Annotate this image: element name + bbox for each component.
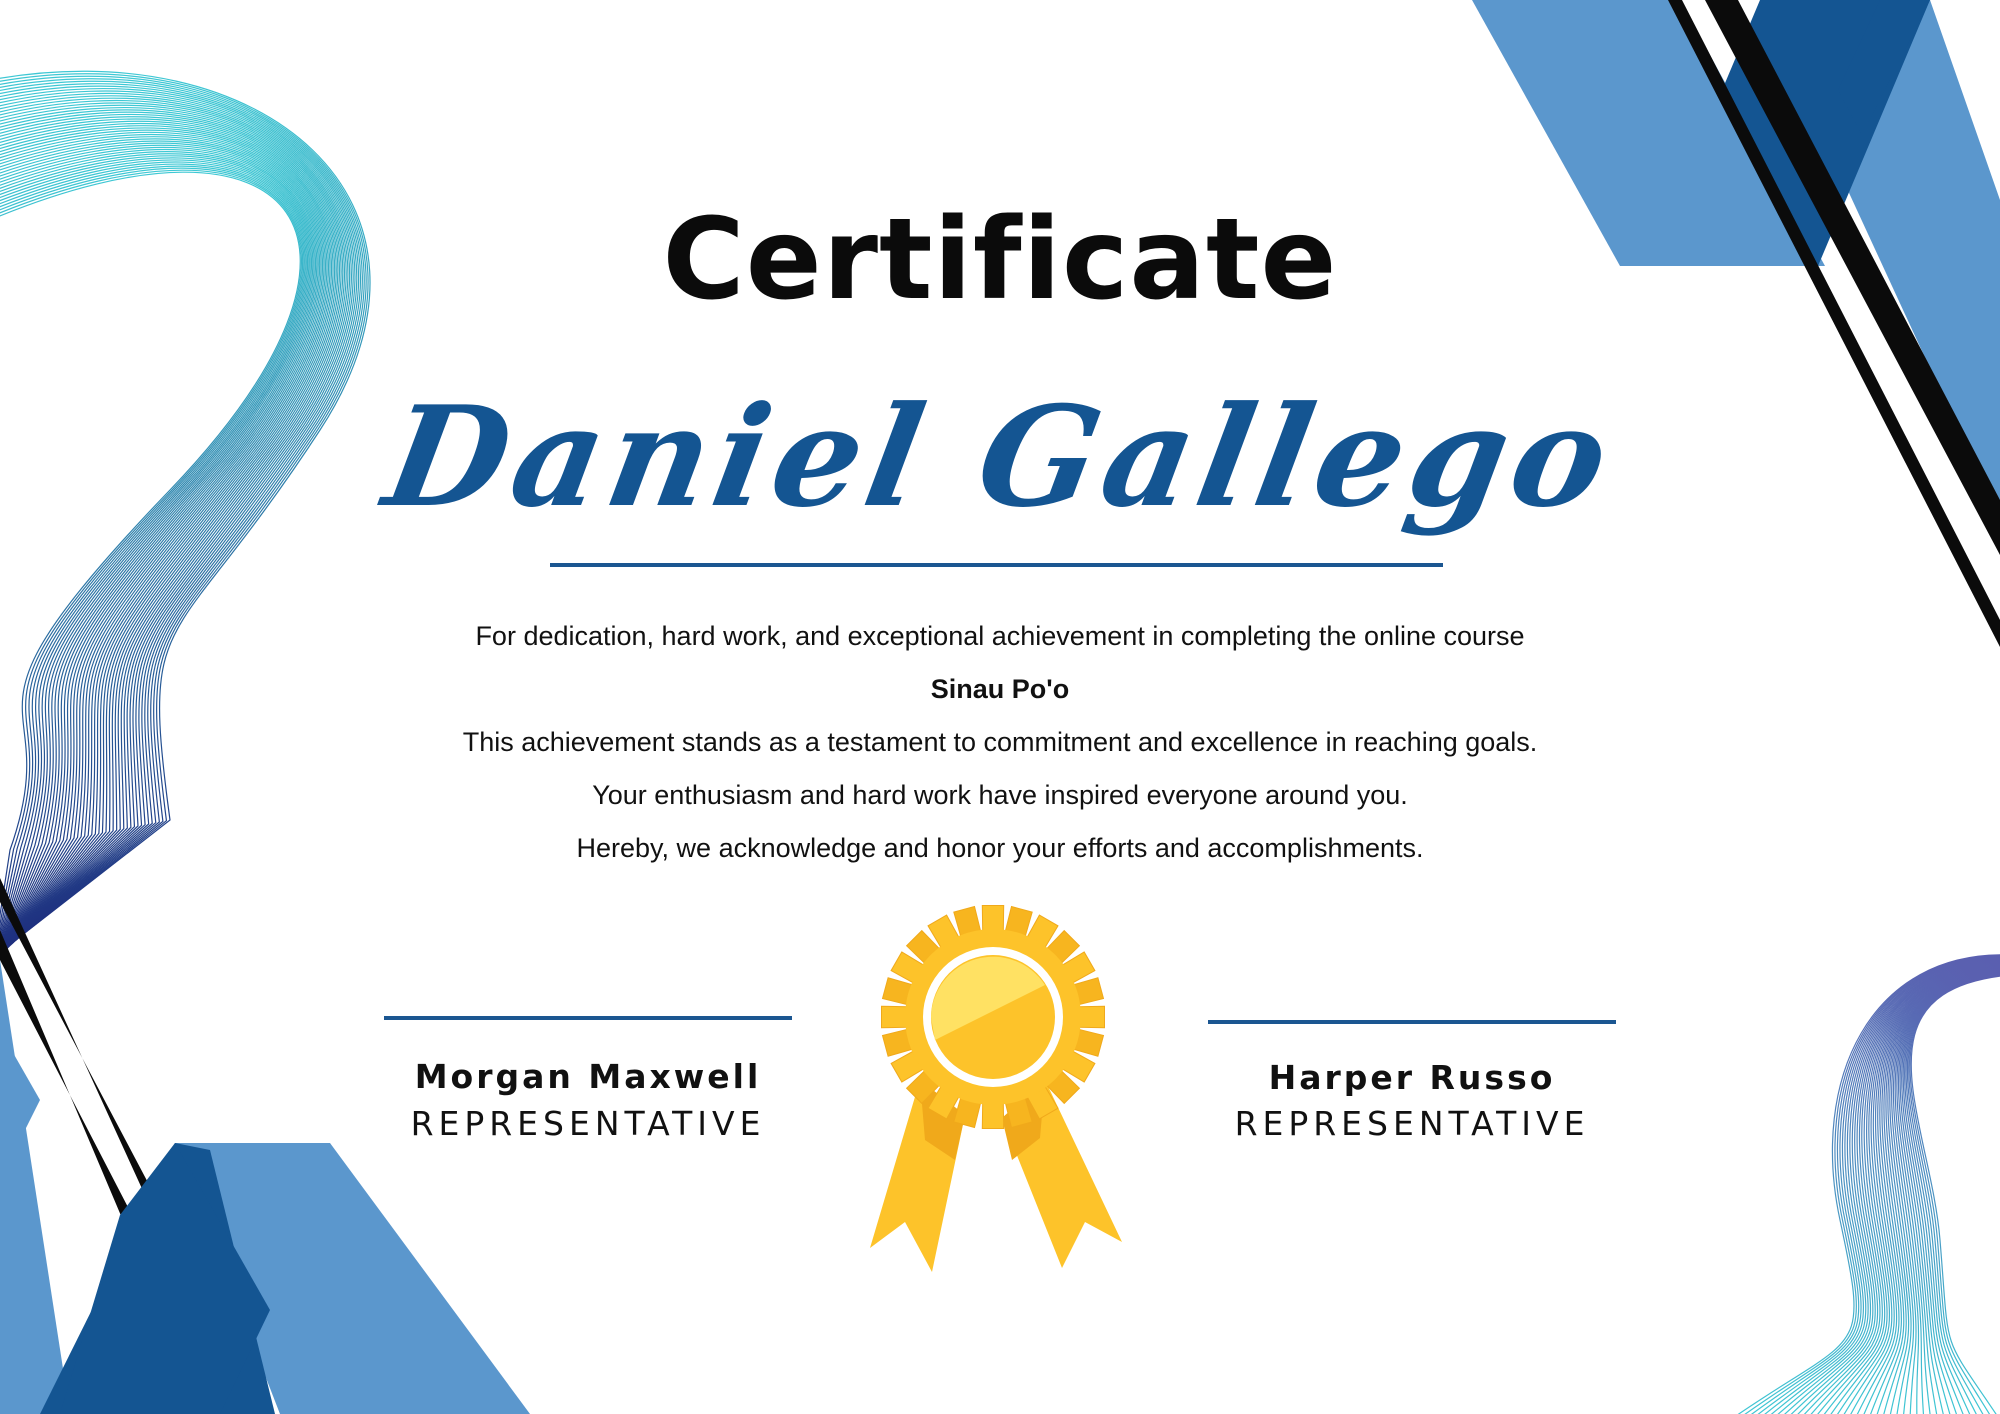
signatory-role-right: REPRESENTATIVE [1234,1104,1590,1143]
body-line: Your enthusiasm and hard work have inspired everyone around you. [592,780,1408,810]
body-line: Hereby, we acknowledge and honor your efforts and accomplishments. [576,833,1424,863]
seal-petal [982,906,1003,932]
certificate-body [300,610,1700,875]
body-line: For dedication, hard work, and exceptional achievement in completing the online course [475,621,1525,651]
signatory-name-right: Harper Russo [1268,1058,1556,1097]
seal-petal [882,1006,908,1027]
course-name: Sinau Po'o [930,674,1070,704]
seal-petal [1078,1006,1104,1027]
wave-line [1875,966,2000,1414]
signatory-name-left: Morgan Maxwell [414,1057,762,1096]
signature-line-left [384,1016,792,1020]
wave-lines-bottom-right [1730,955,2000,1414]
body-line: This achievement stands as a testament to commitment and excellence in reaching goals. [462,727,1538,757]
signature-line-right [1208,1020,1616,1024]
recipient-name: Daniel Gallego [374,375,1626,538]
certificate-title: Certificate [662,195,1338,325]
bottom-left-stripes [0,878,530,1414]
recipient-name-underline [550,563,1443,567]
seal-petal [982,1102,1003,1128]
award-ribbon-icon [870,906,1122,1273]
signatory-role-left: REPRESENTATIVE [410,1104,766,1143]
wave-line [1903,972,2000,1414]
wave-line [1906,973,2000,1414]
